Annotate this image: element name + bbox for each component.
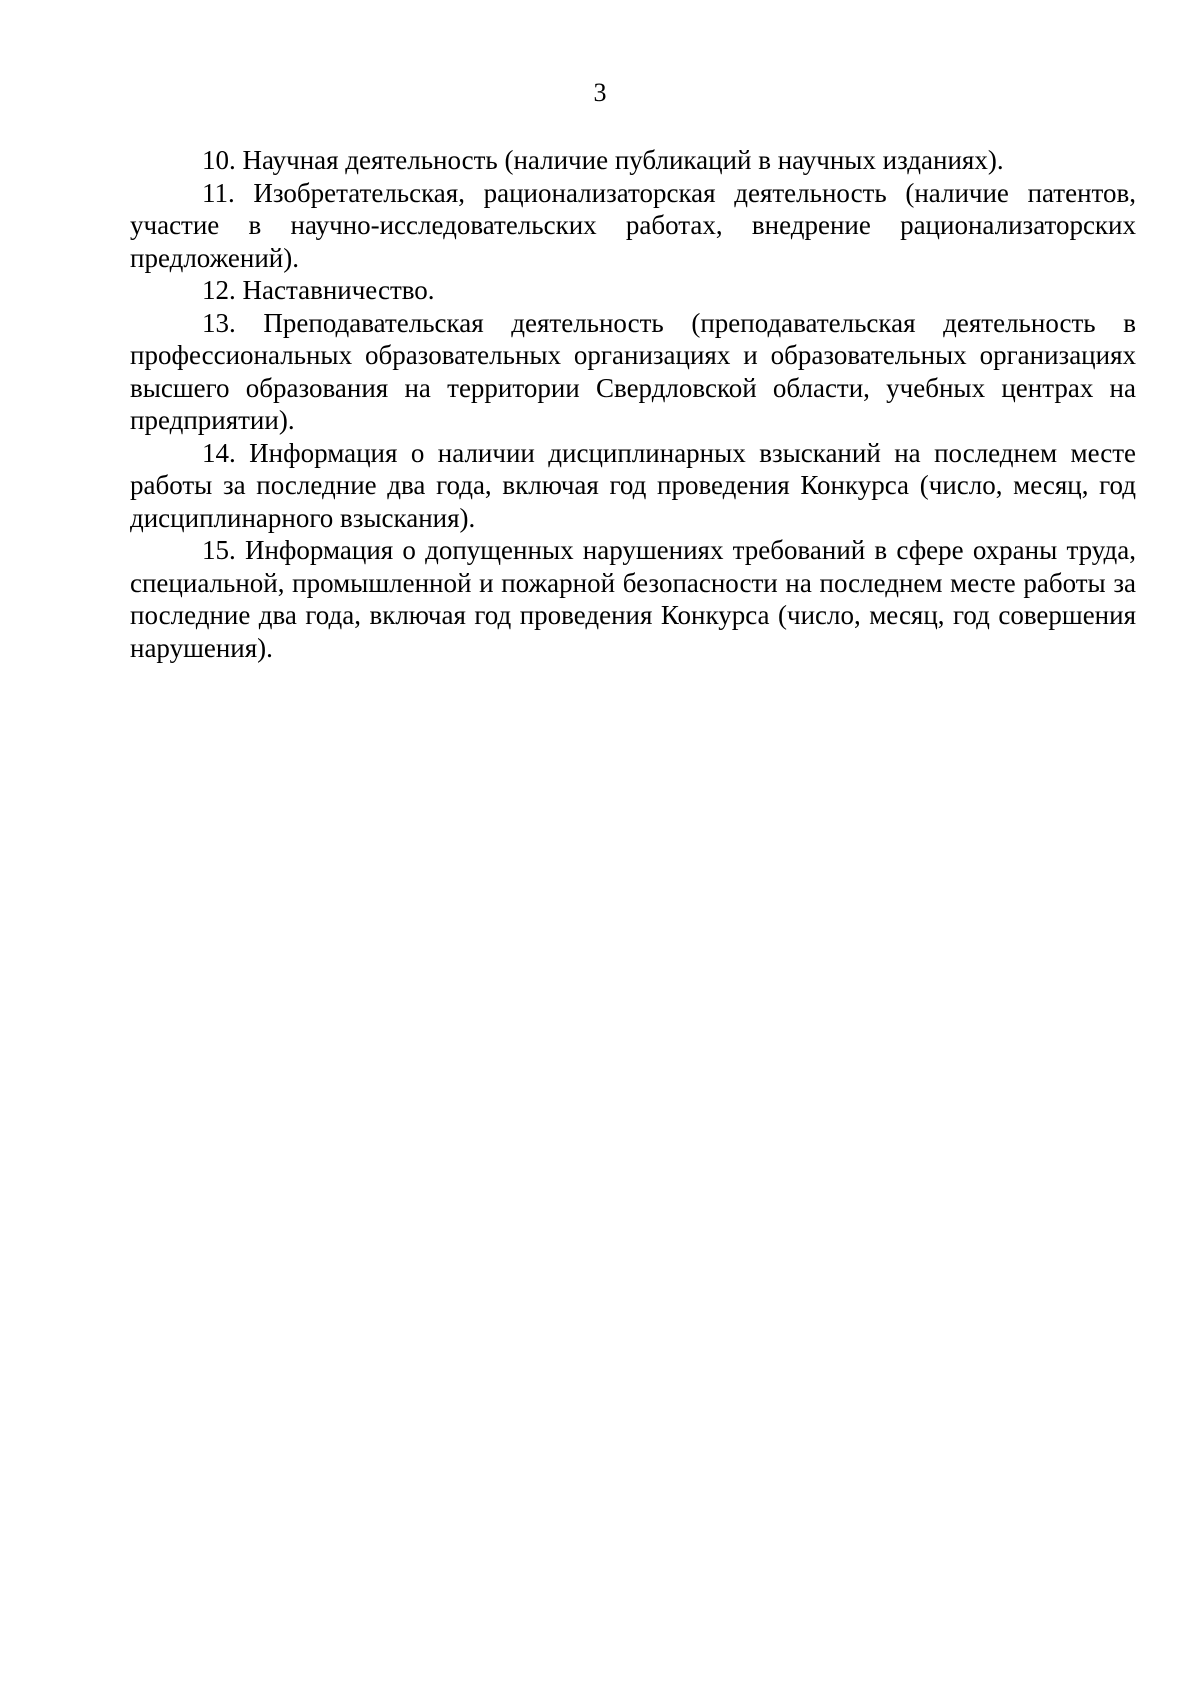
paragraph-item-12: 12. Наставничество. [202, 275, 435, 305]
paragraph-item-15: 15. Информация о допущенных нарушениях требований в сфере охраны труда, специальной, промышленной и пожарной безопасности на последнем месте работы за последние два года, включая год проведения Конкурса (число, месяц, год совершения нарушения). [130, 535, 1136, 663]
page-number: 3 [593, 78, 607, 107]
paragraph-item-10: 10. Научная деятельность (наличие публикаций в научных изданиях). [202, 145, 1004, 175]
paragraph-item-14: 14. Информация о наличии дисциплинарных взысканий на последнем месте работы за последние два года, включая год проведения Конкурса (число, месяц, год дисциплинарного взыскания). [130, 437, 1136, 533]
document-body [130, 144, 1136, 664]
paragraph-item-13: 13. Преподавательская деятельность (преподавательская деятельность в профессиональных образовательных организациях и образовательных организациях высшего образования на территории Свердловской области, учебных центрах на предприятии). [130, 307, 1136, 435]
paragraph-item-11: 11. Изобретательская, рационализаторская деятельность (наличие патентов, участие в научно-исследовательских работах, внедрение рационализаторских предложений). [130, 177, 1136, 273]
